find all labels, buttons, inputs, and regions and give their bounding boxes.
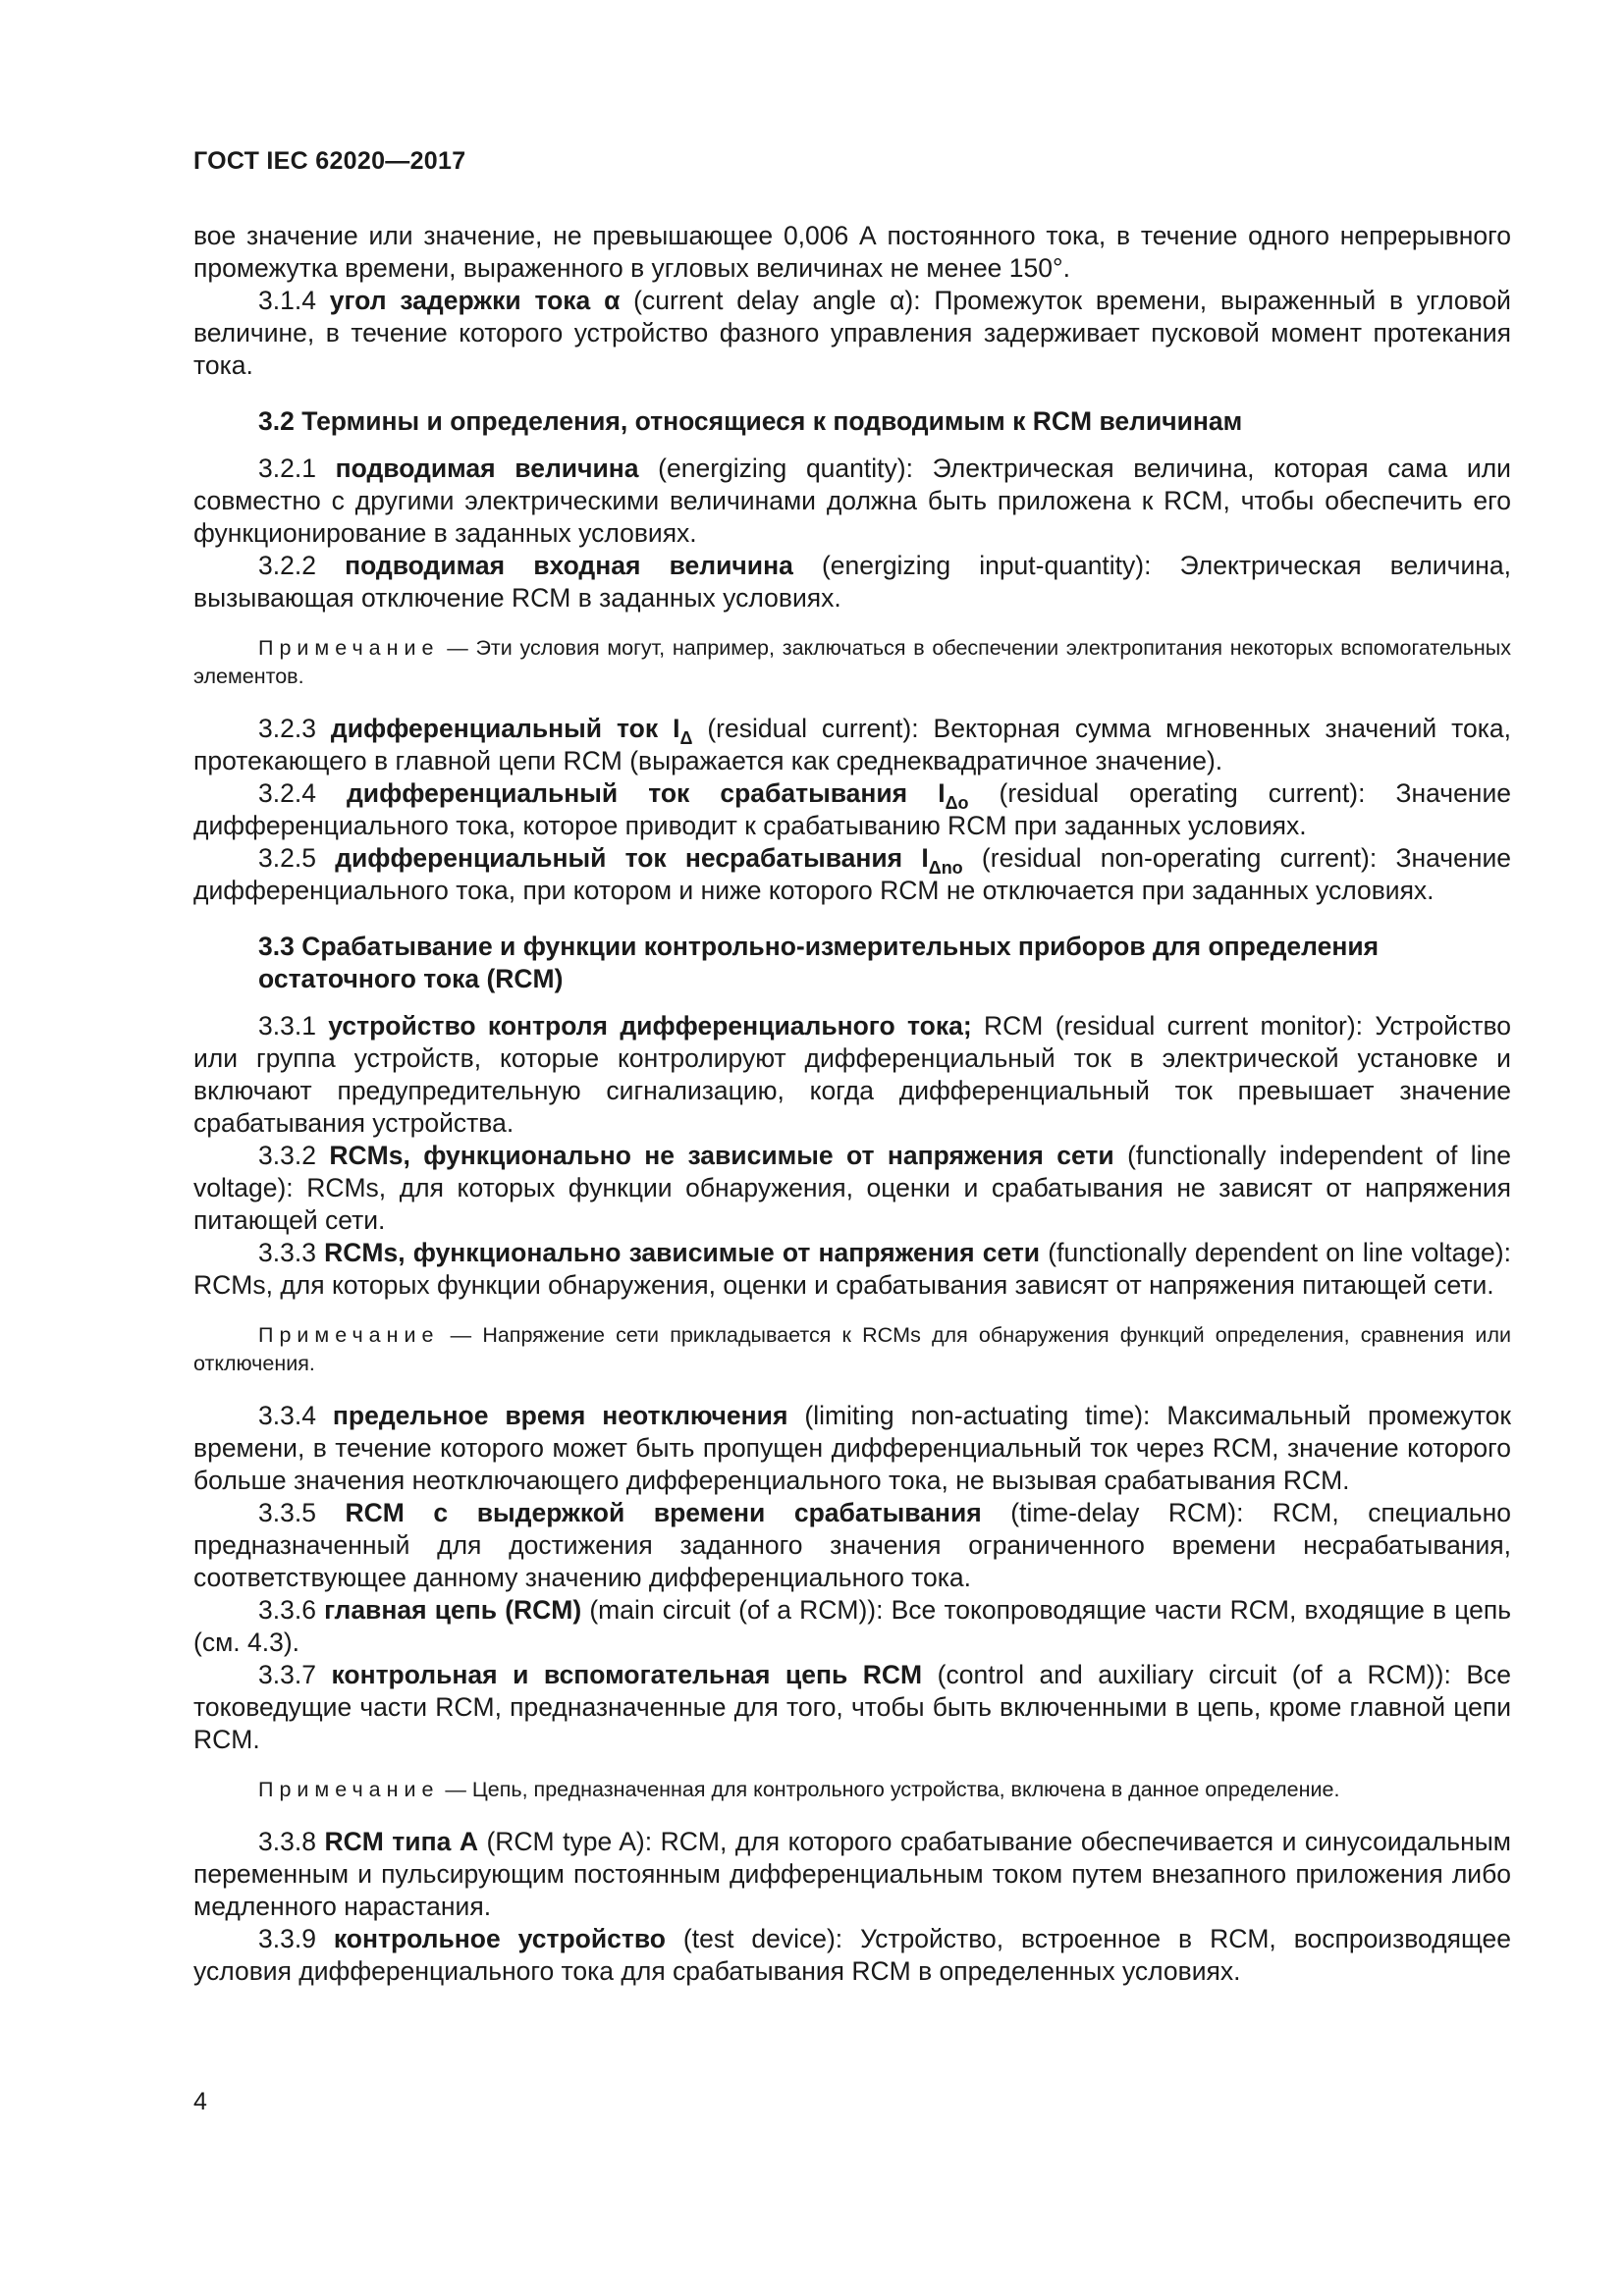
term-3-2-5: [193, 842, 1511, 907]
term-3-1-4: [193, 285, 1511, 382]
term-name: главная цепь (RCM): [324, 1595, 582, 1625]
term-number: 3.1.4: [258, 286, 330, 315]
note-3: [193, 1776, 1511, 1804]
term-definition: (residual current): Векторная сумма мгновенных значений тока, протекающего в главной цепи RCM (выражается как среднеквадратичное значение).: [193, 714, 1511, 775]
term-definition: (current delay angle α): Промежуток времени, выраженный в угловой величине, в течение которого устройство фазного управления задерживает пусковой момент протекания тока.: [193, 286, 1511, 380]
term-number: 3.3.6: [258, 1595, 325, 1625]
term-3-2-3: [193, 713, 1511, 777]
term-number: 3.2.1: [258, 454, 336, 483]
document-header: ГОСТ IEC 62020—2017: [193, 147, 466, 175]
note-text: — Цепь, предназначенная для контрольного устройства, включена в данное определение.: [439, 1778, 1340, 1801]
term-3-3-1: [193, 1010, 1511, 1140]
term-3-3-7: [193, 1659, 1511, 1756]
term-number: 3.2.2: [258, 551, 346, 580]
term-number: 3.2.3: [258, 714, 331, 743]
term-definition: (time-delay RCM): RCM, специально предназначенный для достижения заданного значения ограниченного времени несрабатывания, соответствующее данному значению дифференциального тока.: [193, 1498, 1511, 1592]
term-subscript: Δ: [679, 728, 693, 748]
note-text: — Эти условия могут, например, заключаться в обеспечении электропитания некоторых вспомогательных элементов.: [193, 636, 1511, 688]
term-number: 3.3.3: [258, 1238, 325, 1267]
term-subscript: Δno: [928, 858, 963, 878]
term-3-3-9: [193, 1923, 1511, 1988]
term-3-2-4: [193, 777, 1511, 842]
term-name: предельное время неотключения: [332, 1401, 788, 1430]
note-label: Примечание: [258, 1778, 440, 1801]
term-name: угол задержки тока α: [329, 286, 621, 315]
term-number: 3.3.8: [258, 1827, 325, 1856]
term-number: 3.3.9: [258, 1924, 334, 1953]
term-3-2-2: [193, 550, 1511, 614]
term-definition: (main circuit (of a RCM)): Все токопроводящие части RCM, входящие в цепь (см. 4.3).: [193, 1595, 1511, 1657]
term-definition: (RCM type A): RCM, для которого срабатывание обеспечивается и синусоидальным переменным и пульсирующим постоянным дифференциальным током путем внезапного приложения либо медленного нарастания.: [193, 1827, 1511, 1921]
note-text: — Напряжение сети прикладывается к RCMs для обнаружения функций определения, сравнения или отключения.: [193, 1323, 1511, 1375]
term-definition: (energizing input-quantity): Электрическая величина, вызывающая отключение RCM в заданных условиях.: [193, 551, 1511, 613]
page-number: 4: [193, 2088, 207, 2115]
term-name: дифференциальный ток несрабатывания I: [335, 843, 929, 873]
term-3-2-1: [193, 453, 1511, 550]
term-name: подводимая входная величина: [345, 551, 793, 580]
term-name: RCMs, функционально не зависимые от напряжения сети: [329, 1141, 1114, 1170]
term-number: 3.3.7: [258, 1660, 332, 1689]
term-subscript: Δo: [945, 793, 969, 813]
term-name: устройство контроля дифференциального тока;: [328, 1011, 972, 1041]
term-definition: (limiting non-actuating time): Максимальный промежуток времени, в течение которого может быть пропущен дифференциальный ток через RCM, значение которого больше значения неотключающего дифференциального тока, не вызывая срабатывания RCM.: [193, 1401, 1511, 1495]
paragraph-continuation: вое значение или значение, не превышающее 0,006 А постоянного тока, в течение одного непрерывного промежутка времени, выраженного в угловых величинах не менее 150°.: [193, 221, 1511, 283]
term-name: RCM типа А: [324, 1827, 478, 1856]
note-label: Примечание: [258, 636, 440, 660]
term-number: 3.3.1: [258, 1011, 329, 1041]
term-3-3-3: [193, 1237, 1511, 1302]
term-number: 3.2.5: [258, 843, 336, 873]
section-heading-3-3: 3.3 Срабатывание и функции контрольно-измерительных приборов для определения остаточного тока (RCM): [258, 932, 1380, 993]
term-definition: (test device): Устройство, встроенное в RCM, воспроизводящее условия дифференциального тока для срабатывания RCM в определенных условиях.: [193, 1924, 1511, 1986]
term-definition: (functionally dependent on line voltage): RCMs, для которых функции обнаружения, оценки и срабатывания зависят от напряжения питающей сети.: [193, 1238, 1511, 1300]
term-number: 3.2.4: [258, 778, 347, 808]
term-definition: (energizing quantity): Электрическая величина, которая сама или совместно с другими электрическими величинами должна быть приложена к RCM, чтобы обеспечить его функционирование в заданных условиях.: [193, 454, 1511, 548]
term-name: RCMs, функционально зависимые от напряжения сети: [324, 1238, 1041, 1267]
term-number: 3.3.2: [258, 1141, 330, 1170]
term-3-3-5: [193, 1497, 1511, 1594]
term-3-3-4: [193, 1400, 1511, 1497]
term-number: 3.3.5: [258, 1498, 346, 1527]
term-name: подводимая величина: [335, 454, 639, 483]
term-3-3-6: [193, 1594, 1511, 1659]
term-name: дифференциальный ток срабатывания I: [346, 778, 946, 808]
term-definition: (residual operating current): Значение дифференциального тока, которое приводит к срабатыванию RCM при заданных условиях.: [193, 778, 1511, 840]
section-heading-3-2: 3.2 Термины и определения, относящиеся к подводимым к RCM величинам: [258, 406, 1243, 436]
term-3-3-2: [193, 1140, 1511, 1237]
term-definition: (control and auxiliary circuit (of a RCM)): Все токоведущие части RCM, предназначенные для того, чтобы быть включенными в цепь, кроме главной цепи RCM.: [193, 1660, 1511, 1754]
term-name: RCM с выдержкой времени срабатывания: [345, 1498, 982, 1527]
term-name: контрольная и вспомогательная цепь RCM: [331, 1660, 923, 1689]
term-definition: RCM (residual current monitor): Устройство или группа устройств, которые контролируют дифференциальный ток в электрической установке и включают предупредительную сигнализацию, когда дифференциальный ток превышает значение срабатывания устройства.: [193, 1011, 1511, 1138]
term-definition: (residual non-operating current): Значение дифференциального тока, при котором и ниже которого RCM не отключается при заданных условиях.: [193, 843, 1511, 905]
note-1: [193, 634, 1511, 691]
document-body: [193, 220, 1511, 1988]
note-2: [193, 1321, 1511, 1378]
term-number: 3.3.4: [258, 1401, 333, 1430]
note-label: Примечание: [258, 1323, 440, 1347]
term-definition: (functionally independent of line voltage): RCMs, для которых функции обнаружения, оценки и срабатывания не зависят от напряжения питающей сети.: [193, 1141, 1511, 1235]
term-3-3-8: [193, 1826, 1511, 1923]
term-name: контрольное устройство: [333, 1924, 666, 1953]
term-name: дифференциальный ток I: [330, 714, 680, 743]
